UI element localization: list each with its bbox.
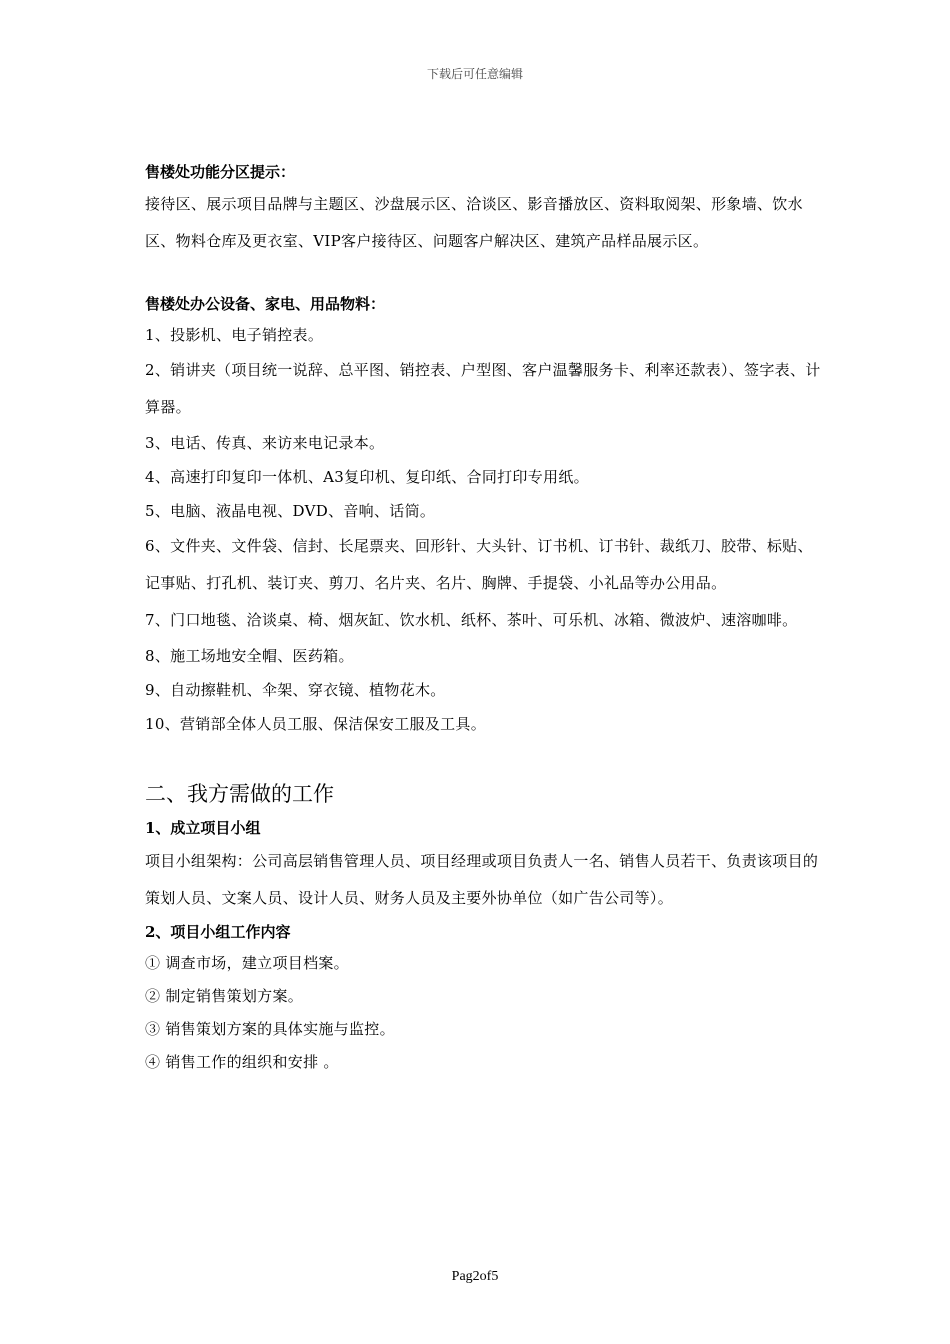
section-equipment [145, 290, 825, 741]
equipment-item: 8、施工场地安全帽、医药箱。 [145, 647, 354, 665]
function-zones-body: 接待区、展示项目品牌与主题区、沙盘展示区、洽谈区、影音播放区、资料取阅架、形象墙、饮水区、物料仓库及更衣室、VIP客户接待区、问题客户解决区、建筑产品样品展示区。 [145, 195, 803, 250]
section-title-function-zones: 售楼处功能分区提示： [145, 163, 296, 181]
equipment-item: 5、电脑、液晶电视、DVD、音响、话筒。 [145, 502, 436, 520]
section-function-zones [145, 158, 825, 260]
team-task-item: ① 调查市场，建立项目档案。 [145, 954, 349, 972]
section-title-equipment: 售楼处办公设备、家电、用品物料： [145, 295, 386, 313]
equipment-item: 7、门口地毯、洽谈桌、椅、烟灰缸、饮水机、纸杯、茶叶、可乐机、冰箱、微波炉、速溶咖啡。 [145, 611, 798, 629]
spacer [145, 741, 825, 779]
subsection-title-team-tasks: 2、项目小组工作内容 [145, 923, 291, 941]
section-heading-our-work: 二、我方需做的工作 [145, 782, 334, 806]
equipment-item: 10、营销部全体人员工服、保洁保安工服及工具。 [145, 715, 486, 733]
equipment-item: 3、电话、传真、来访来电记录本。 [145, 434, 385, 452]
equipment-item: 9、自动擦鞋机、伞架、穿衣镜、植物花木。 [145, 681, 446, 699]
subsection-title-project-team: 1、成立项目小组 [145, 819, 261, 837]
page-content [145, 158, 825, 1079]
equipment-item: 6、文件夹、文件袋、信封、长尾票夹、回形针、大头针、订书机、订书针、裁纸刀、胶带、标贴、记事贴、打孔机、装订夹、剪刀、名片夹、名片、胸牌、手提袋、小礼品等办公用品。 [145, 537, 813, 592]
section-our-work [145, 779, 825, 1079]
spacer [145, 260, 825, 290]
equipment-item: 4、高速打印复印一体机、A3复印机、复印纸、合同打印专用纸。 [145, 468, 589, 486]
project-team-body: 项目小组架构：公司高层销售管理人员、项目经理或项目负责人一名、销售人员若干、负责该项目的策划人员、文案人员、设计人员、财务人员及主要外协单位（如广告公司等）。 [145, 852, 819, 907]
team-task-item: ② 制定销售策划方案。 [145, 987, 304, 1005]
team-task-item: ③ 销售策划方案的具体实施与监控。 [145, 1020, 395, 1038]
page-header: 下载后可任意编辑 [426, 67, 523, 81]
page-footer: Pag2of5 [451, 1269, 499, 1284]
team-task-item: ④ 销售工作的组织和安排 。 [145, 1053, 339, 1071]
equipment-item: 2、销讲夹（项目统一说辞、总平图、销控表、户型图、客户温馨服务卡、利率还款表）、签字表、计算器。 [145, 361, 821, 416]
equipment-item: 1、投影机、电子销控表。 [145, 326, 324, 344]
